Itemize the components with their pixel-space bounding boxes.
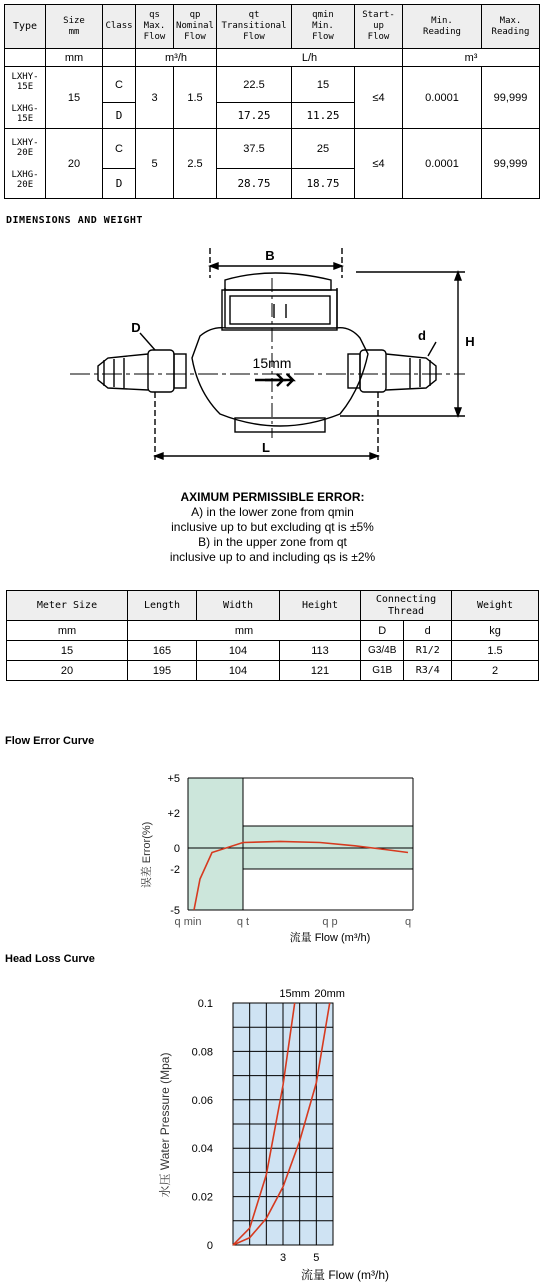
y-tick-label: +5 (167, 773, 180, 785)
qmin-cell: 25 (292, 129, 355, 169)
min-reading-cell: 0.0001 (403, 67, 482, 129)
label-size: 15mm (252, 355, 292, 371)
unit-flow-m3h: m³/h (136, 49, 217, 67)
th-type: Type (5, 5, 46, 49)
qs-cell: 3 (136, 67, 174, 129)
label-d-upper: D (131, 320, 141, 335)
size-cell: 15 (46, 67, 103, 129)
type-cell: LXHY- 20E LXHG- 20E (5, 129, 46, 199)
unit-big-d: D (361, 621, 404, 641)
y-tick-label: 0.08 (191, 1046, 213, 1059)
error-line-b: B) in the upper zone from qt (198, 535, 347, 549)
y-tick-label: 0 (173, 843, 180, 855)
x-axis-label: 流量 Flow (m³/h) (289, 932, 371, 944)
th-connecting-thread: Connecting Thread (361, 591, 452, 621)
error-title: AXIMUM PERMISSIBLE ERROR: (180, 490, 365, 504)
series-label: 15mm (279, 988, 310, 1000)
x-tick-label: q t (236, 916, 250, 928)
dimensions-table (6, 590, 539, 681)
th-size: Size mm (46, 5, 103, 49)
y-tick-label: 0.06 (191, 1094, 213, 1107)
y-tick-label: -2 (170, 864, 180, 876)
unit-flow-lh: L/h (217, 49, 403, 67)
dimensions-heading: DIMENSIONS AND WEIGHT (6, 215, 143, 226)
x-axis-label: 流量 Flow (m³/h) (301, 1268, 389, 1282)
unit-size: mm (46, 49, 103, 67)
label-l: L (262, 440, 270, 455)
qmin-cell: 15 (292, 67, 355, 103)
unit-dims: mm (128, 621, 361, 641)
dim-cell: 165 (128, 641, 197, 661)
th-qp: qp Nominal Flow (174, 5, 217, 49)
th-weight: Weight (452, 591, 539, 621)
th-max-reading: Max. Reading (482, 5, 540, 49)
class-cell: D (103, 169, 136, 199)
qmin-cell: 11.25 (292, 103, 355, 129)
qt-cell: 37.5 (217, 129, 292, 169)
th-class: Class (103, 5, 136, 49)
class-cell: D (103, 103, 136, 129)
flow-error-chart (140, 765, 430, 950)
qp-cell: 2.5 (174, 129, 217, 199)
qmin-cell: 18.75 (292, 169, 355, 199)
class-cell: C (103, 67, 136, 103)
dim-cell: 121 (280, 661, 361, 681)
dim-cell: 195 (128, 661, 197, 681)
x-tick-label: 5 (313, 1252, 320, 1264)
qt-cell: 22.5 (217, 67, 292, 103)
dim-cell: 104 (197, 661, 280, 681)
th-startup: Start- up Flow (355, 5, 403, 49)
th-length: Length (128, 591, 197, 621)
unit-weight: kg (452, 621, 539, 641)
size-cell: 20 (46, 129, 103, 199)
x-tick-label: q (404, 916, 412, 928)
th-meter-size: Meter Size (7, 591, 128, 621)
dim-cell: G1B (361, 661, 404, 681)
head-loss-title: Head Loss Curve (5, 953, 95, 965)
permissible-error-text (0, 490, 545, 565)
y-tick-label: 0 (206, 1240, 213, 1252)
th-qmin: qmin Min. Flow (292, 5, 355, 49)
max-reading-cell: 99,999 (482, 67, 540, 129)
unit-size: mm (7, 621, 128, 641)
y-tick-label: -5 (170, 905, 180, 917)
dim-cell: R1/2 (404, 641, 452, 661)
series-label: 20mm (314, 988, 345, 1000)
head-loss-chart (155, 985, 415, 1283)
qt-cell: 17.25 (217, 103, 292, 129)
dim-cell: 113 (280, 641, 361, 661)
y-tick-label: 0.02 (191, 1191, 213, 1204)
dim-cell: G3/4B (361, 641, 404, 661)
specification-table (4, 4, 540, 199)
th-width: Width (197, 591, 280, 621)
th-qs: qs Max. Flow (136, 5, 174, 49)
startup-cell: ≤4 (355, 129, 403, 199)
dim-cell: 15 (7, 641, 128, 661)
y-axis-label: 水压 Water Pressure (Mpa) (158, 1052, 172, 1198)
dim-cell: 20 (7, 661, 128, 681)
x-tick-label: 3 (279, 1252, 287, 1264)
th-qt: qt Transitional Flow (217, 5, 292, 49)
label-b: B (265, 248, 275, 263)
dim-cell: R3/4 (404, 661, 452, 681)
error-line-a: A) in the lower zone from qmin (191, 505, 354, 519)
x-tick-label: q min (174, 916, 202, 928)
error-line-b2: inclusive up to and including qs is ±2% (169, 550, 376, 564)
dim-cell: 2 (452, 661, 539, 681)
y-tick-label: 0.04 (191, 1143, 213, 1156)
dim-cell: 104 (197, 641, 280, 661)
water-meter-diagram (60, 238, 480, 468)
y-axis-label: 误差 Error(%) (141, 821, 153, 889)
class-cell: C (103, 129, 136, 169)
th-min-reading: Min. Reading (403, 5, 482, 49)
dim-cell: 1.5 (452, 641, 539, 661)
th-height: Height (280, 591, 361, 621)
y-tick-label: 0.1 (197, 998, 213, 1010)
max-reading-cell: 99,999 (482, 129, 540, 199)
type-cell: LXHY- 15E LXHG- 15E (5, 67, 46, 129)
error-line-a2: inclusive up to but excluding qt is ±5% (171, 520, 374, 534)
x-tick-label: q p (322, 916, 338, 928)
qp-cell: 1.5 (174, 67, 217, 129)
unit-small-d: d (404, 621, 452, 641)
qt-cell: 28.75 (217, 169, 292, 199)
flow-error-title: Flow Error Curve (5, 735, 95, 747)
label-h: H (465, 334, 475, 349)
startup-cell: ≤4 (355, 67, 403, 129)
min-reading-cell: 0.0001 (403, 129, 482, 199)
label-d-lower: d (418, 328, 426, 343)
unit-reading: m³ (403, 49, 540, 67)
y-tick-label: +2 (167, 808, 180, 820)
qs-cell: 5 (136, 129, 174, 199)
